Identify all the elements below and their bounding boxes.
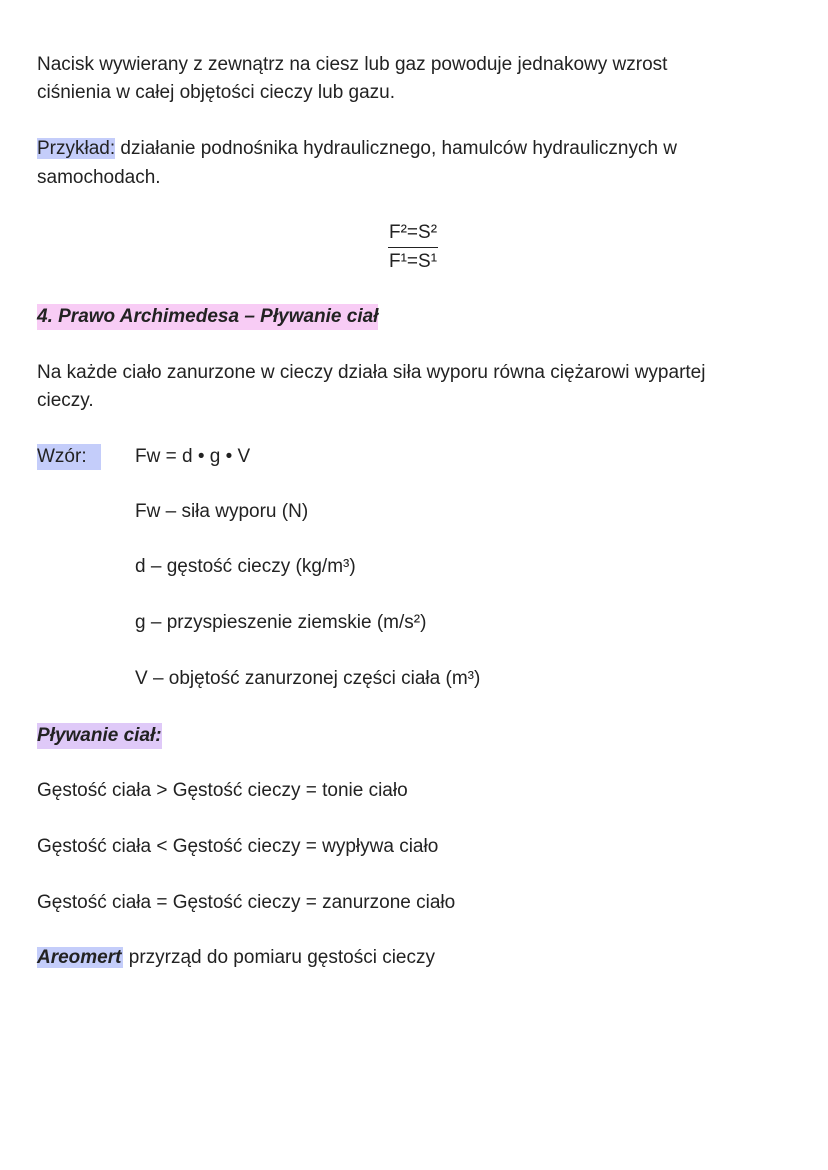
pascal-formula [388, 219, 438, 276]
formula: Fw = d • g • V [135, 446, 251, 467]
legend-item: V – objętość zanurzonej części ciała (m³) [135, 668, 481, 689]
legend-item: d – gęstość cieczy (kg/m³) [135, 556, 356, 577]
paragraph-line: cieczy. [37, 390, 94, 411]
legend-item: Fw – siła wyporu (N) [135, 501, 309, 522]
example-line: samochodach. [37, 167, 161, 188]
areometer-text: przyrząd do pomiaru gęstości cieczy [123, 947, 435, 968]
formula-denominator: F¹=S¹ [389, 251, 438, 272]
example-label: Przykład: [37, 138, 116, 159]
areometer-line [37, 945, 435, 971]
subheading: Pływanie ciał: [37, 723, 162, 749]
rule-line: Gęstość ciała < Gęstość cieczy = wypływa ciało [37, 836, 439, 857]
paragraph-line: Na każde ciało zanurzone w cieczy działa siła wyporu równa ciężarowi wypartej [37, 362, 706, 383]
section-heading: 4. Prawo Archimedesa – Pływanie ciał [37, 304, 378, 330]
paragraph-line: ciśnienia w całej objętości cieczy lub gazu. [37, 82, 396, 103]
formula-label: Wzór: [37, 444, 101, 470]
example-line [37, 136, 677, 162]
areometer-label: Areomert [37, 947, 122, 968]
paragraph-line: Nacisk wywierany z zewnątrz na ciesz lub gaz powoduje jednakowy wzrost [37, 54, 668, 75]
example-text: działanie podnośnika hydraulicznego, hamulców hydraulicznych w [115, 138, 678, 159]
rule-line: Gęstość ciała > Gęstość cieczy = tonie ciało [37, 780, 408, 801]
rule-line: Gęstość ciała = Gęstość cieczy = zanurzone ciało [37, 892, 456, 913]
legend-item: g – przyspieszenie ziemskie (m/s²) [135, 612, 427, 633]
formula-numerator: F²=S² [388, 219, 438, 248]
